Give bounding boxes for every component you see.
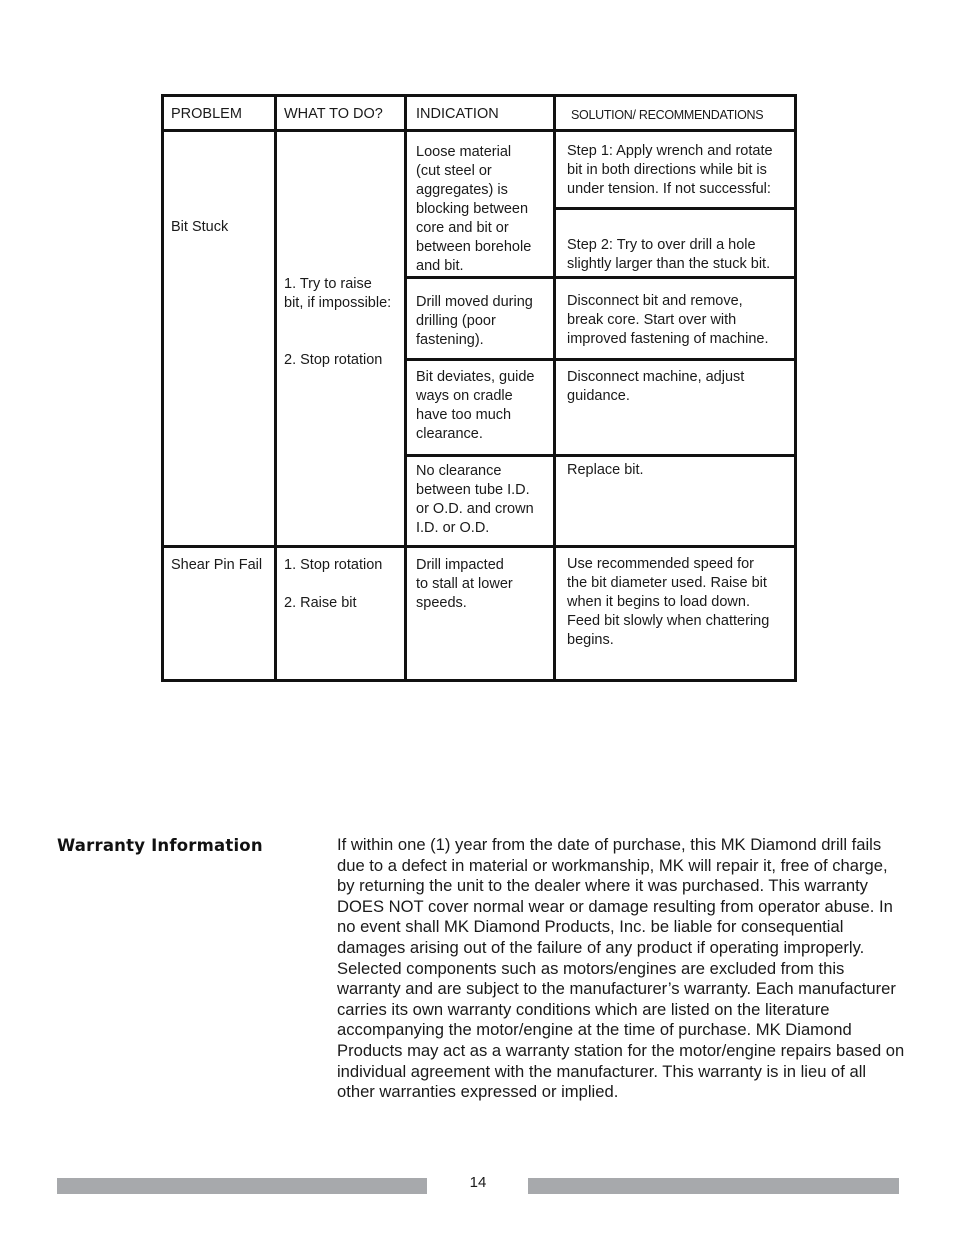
row-divider-3 <box>404 454 797 457</box>
what-to-do-shear-pin: 1. Stop rotation 2. Raise bit <box>284 557 383 611</box>
step-divider <box>554 207 797 210</box>
indication-bit-deviates: Bit deviates, guide ways on cradle have too much clearance. <box>416 369 535 442</box>
column-divider-3 <box>553 94 556 682</box>
indication-drill-moved: Drill moved during drilling (poor fastening). <box>416 294 533 348</box>
what-to-do-bit-stuck: 1. Try to raise bit, if impossible: 2. Stop rotation <box>284 276 392 368</box>
table-border-left <box>161 94 164 682</box>
footer-bar-right <box>528 1178 899 1194</box>
footer-bar-left <box>57 1178 427 1194</box>
table-border-right <box>794 94 797 682</box>
problem-bit-stuck: Bit Stuck <box>171 219 229 235</box>
header-problem: PROBLEM <box>171 106 242 122</box>
indication-no-clearance: No clearance between tube I.D. or O.D. and crown I.D. or O.D. <box>416 463 534 536</box>
table-border-top <box>161 94 797 97</box>
column-divider-1 <box>274 94 277 682</box>
row-divider-2 <box>404 358 797 361</box>
solution-adjust-guidance: Disconnect machine, adjust guidance. <box>567 369 745 404</box>
indication-drill-impacted: Drill impacted to stall at lower speeds. <box>416 557 513 611</box>
warranty-body: If within one (1) year from the date of purchase, this MK Diamond drill fails due to a defect in material or workmanship, MK will repair it, free of charge, by returning the unit to the dealer where it was purchased. This warranty DOES NOT cover normal wear or damage resulting from operator abuse. In no event shall MK Diamond Products, Inc. be liable for consequential damages arising out of the failure of any product if operating improperly. Selected components such as motors/engines are excluded from this warranty and are subject to the manufacturer’s warranty. Each manufacturer carries its own warranty conditions which are listed on the literature accompanying the motor/engine at the time of purchase. MK Diamond Products may act as a warranty station for the motor/engine repairs based on individual agreement with the manufacturer. This warranty is in lieu of all other warranties expressed or implied. <box>337 835 905 1102</box>
header-divider <box>161 129 797 132</box>
solution-disconnect-bit: Disconnect bit and remove, break core. Start over with improved fastening of machine. <box>567 293 769 347</box>
indication-loose-material: Loose material (cut steel or aggregates) is blocking between core and bit or between borehole and bit. <box>416 144 532 274</box>
header-indication: INDICATION <box>416 106 499 122</box>
row-divider-1 <box>404 276 797 279</box>
page-number: 14 <box>469 1174 487 1191</box>
warranty-heading: Warranty Information <box>57 836 263 855</box>
column-divider-2 <box>404 94 407 682</box>
solution-recommended-speed: Use recommended speed for the bit diameter used. Raise bit when it begins to load down. Feed bit slowly when chattering begins. <box>567 556 770 648</box>
table-border-bottom <box>161 679 797 682</box>
solution-replace-bit: Replace bit. <box>567 462 644 478</box>
solution-step-2: Step 2: Try to over drill a hole slightly larger than the stuck bit. <box>567 237 771 272</box>
header-what-to-do: WHAT TO DO? <box>284 106 383 122</box>
solution-step-1: Step 1: Apply wrench and rotate bit in both directions while bit is under tension. If not successful: <box>567 143 773 197</box>
section-divider <box>161 545 797 548</box>
problem-shear-pin-fail: Shear Pin Fail <box>171 557 263 573</box>
header-solution: SOLUTION/ RECOMMENDATIONS <box>571 108 764 122</box>
